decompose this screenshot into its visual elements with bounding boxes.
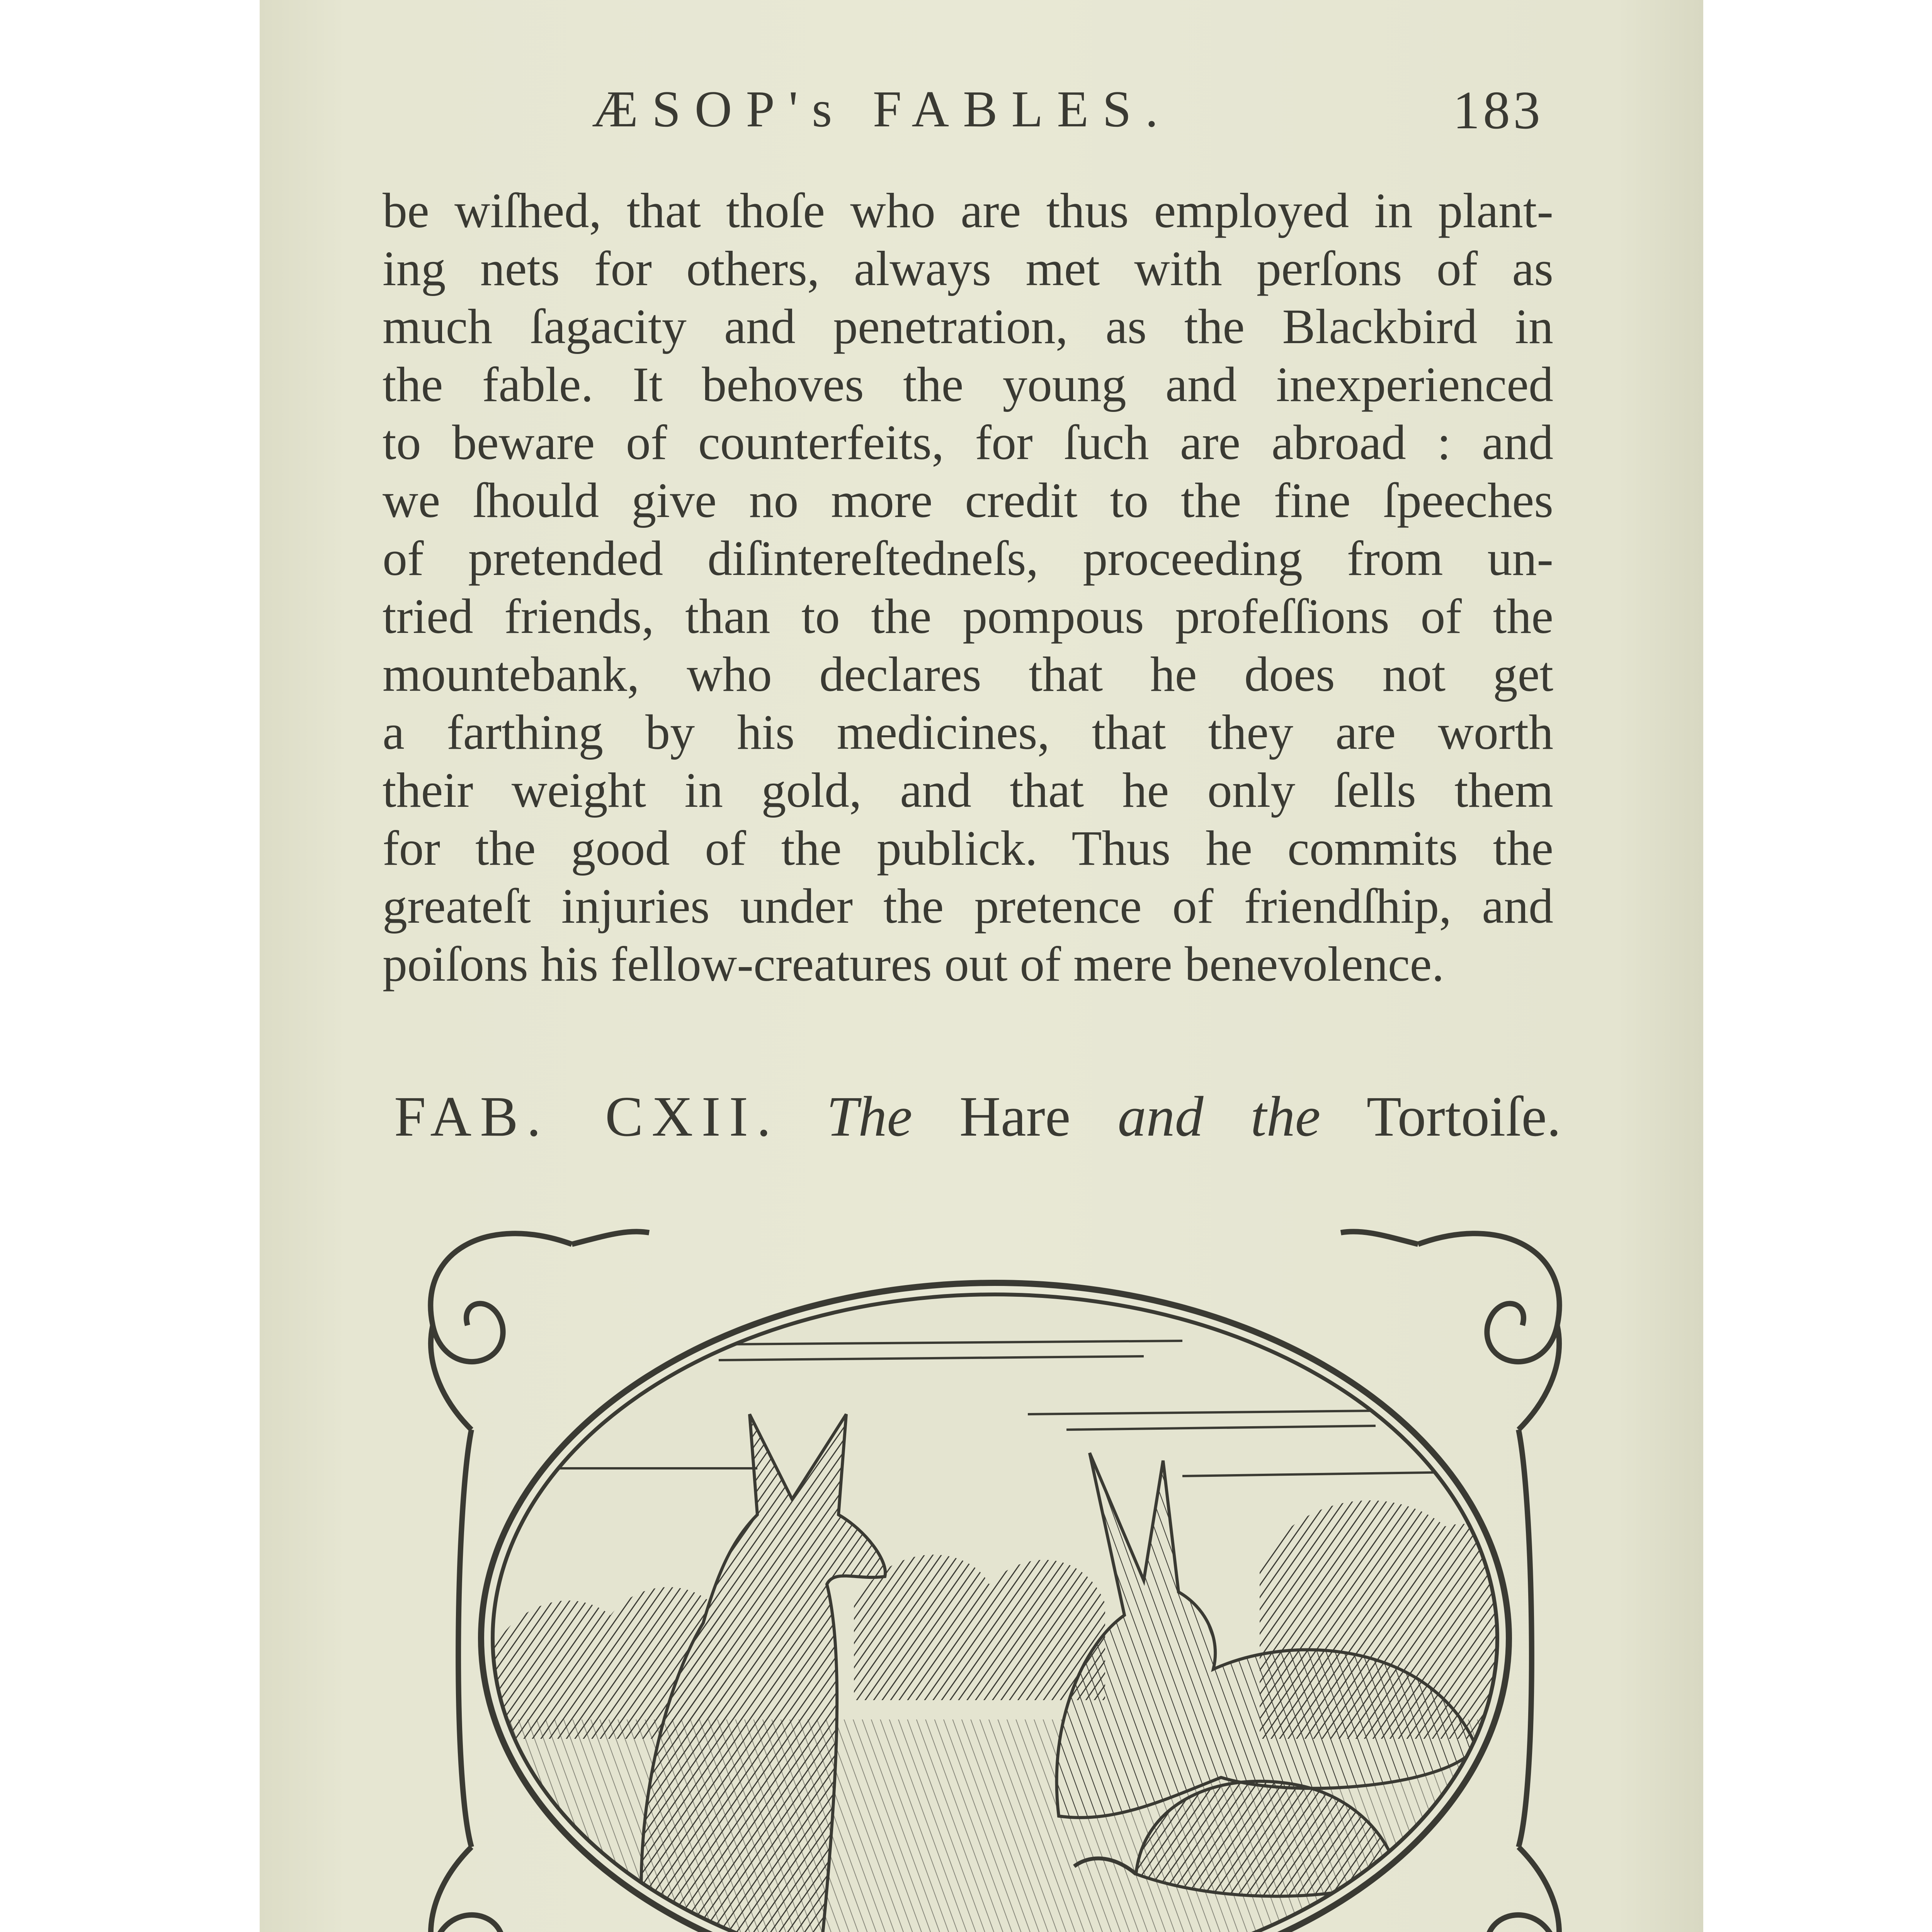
moral-line: of pretended diſintereſtedneſs, proceeding from un-: [383, 531, 1553, 586]
title-the: The: [827, 1085, 913, 1148]
title-and-the: and the: [1117, 1085, 1321, 1148]
moral-line: for the good of the publick. Thus he commits the: [383, 821, 1553, 876]
woodcut-illustration: [410, 1198, 1580, 1932]
fable-number: FAB. CXII.: [394, 1085, 780, 1148]
center-bushes: [854, 1554, 1105, 1700]
title-hare: Hare: [959, 1085, 1071, 1148]
fable-title: [394, 1078, 1561, 1155]
moral-line: their weight in gold, and that he only ſells them: [383, 763, 1553, 818]
moral-line: to beware of counterfeits, for ſuch are abroad : and: [383, 415, 1553, 470]
moral-line: ing nets for others, always met with perſons of as: [383, 241, 1553, 296]
running-title: ÆSOP's FABLES.: [592, 80, 1172, 138]
moral-line: mountebank, who declares that he does not get: [383, 647, 1553, 702]
title-tortoise: Tortoiſe.: [1366, 1085, 1561, 1148]
page-number: 183: [1453, 80, 1543, 140]
moral-line: be wiſhed, that thoſe who are thus employed in plant-: [383, 183, 1553, 238]
moral-line: a farthing by his medicines, that they are worth: [383, 705, 1553, 760]
moral-line: poiſons his fellow-creatures out of mere benevolence.: [383, 937, 1444, 992]
moral-line: much ſagacity and penetration, as the Blackbird in: [383, 299, 1553, 354]
moral-line: we ſhould give no more credit to the fine ſpeeches: [383, 473, 1553, 528]
moral-line: greateſt injuries under the pretence of friendſhip, and: [383, 879, 1553, 934]
moral-line: tried friends, than to the pompous profeſſions of the: [383, 589, 1553, 644]
moral-line: the fable. It behoves the young and inexperienced: [383, 357, 1553, 412]
